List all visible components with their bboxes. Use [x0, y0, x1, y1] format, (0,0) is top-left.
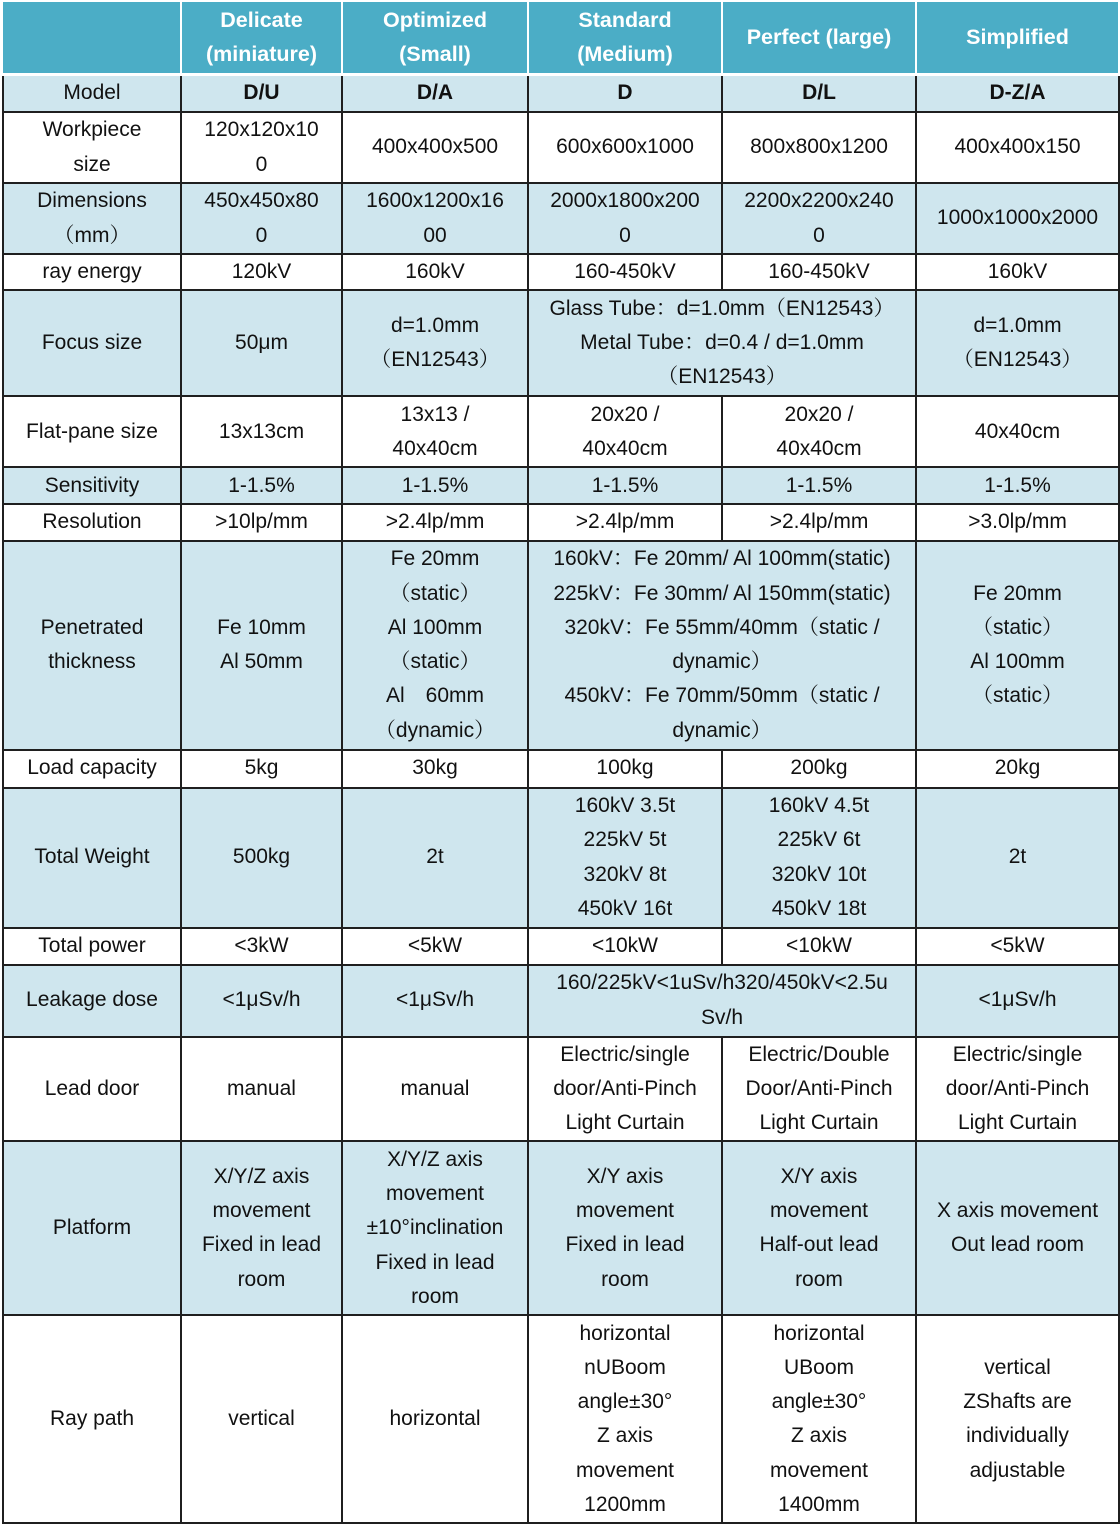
- cell-merged: 160/225kV<1uSv/h320/450kV<2.5u Sv/h: [528, 965, 916, 1037]
- cell: <5kW: [342, 928, 528, 965]
- cell: >2.4lp/mm: [342, 504, 528, 540]
- cell: 100kg: [528, 750, 722, 788]
- row-platform: [3, 1141, 1119, 1315]
- cell: 400x400x500: [342, 112, 528, 183]
- cell: <5kW: [916, 928, 1119, 965]
- cell: 160kV: [916, 254, 1119, 290]
- cell: <10kW: [722, 928, 916, 965]
- cell: 120x120x10 0: [181, 112, 342, 183]
- cell: horizontal nUBoom angle±30° Z axis movement 1200mm: [528, 1315, 722, 1523]
- row-ray-path: [3, 1315, 1119, 1523]
- cell: 1-1.5%: [722, 467, 916, 504]
- row-label: Leakage dose: [3, 965, 181, 1037]
- cell: X/Y axis movement Fixed in lead room: [528, 1141, 722, 1315]
- cell: <1μSv/h: [342, 965, 528, 1037]
- row-label: Ray path: [3, 1315, 181, 1523]
- cell: Electric/single door/Anti-Pinch Light Curtain: [916, 1037, 1119, 1142]
- row-lead-door: [3, 1037, 1119, 1142]
- row-load-capacity: [3, 750, 1119, 788]
- row-label: Platform: [3, 1141, 181, 1315]
- cell: D/U: [181, 74, 342, 112]
- row-label: Lead door: [3, 1037, 181, 1142]
- cell: <1μSv/h: [181, 965, 342, 1037]
- cell: D-Z/A: [916, 74, 1119, 112]
- cell: 13x13 / 40x40cm: [342, 396, 528, 467]
- cell: Electric/Double Door/Anti-Pinch Light Curtain: [722, 1037, 916, 1142]
- cell: 5kg: [181, 750, 342, 788]
- cell: D/L: [722, 74, 916, 112]
- cell: 1-1.5%: [528, 467, 722, 504]
- row-focus-size: [3, 290, 1119, 396]
- cell: X/Y axis movement Half-out lead room: [722, 1141, 916, 1315]
- cell: manual: [181, 1037, 342, 1142]
- header-simplified: Simplified: [916, 2, 1119, 74]
- cell: >2.4lp/mm: [528, 504, 722, 540]
- cell: manual: [342, 1037, 528, 1142]
- cell: vertical ZShafts are individually adjustable: [916, 1315, 1119, 1523]
- row-total-power: [3, 928, 1119, 965]
- row-penetrated-thickness: [3, 541, 1119, 750]
- row-label: Dimensions （mm）: [3, 183, 181, 254]
- cell: X axis movement Out lead room: [916, 1141, 1119, 1315]
- row-resolution: [3, 504, 1119, 540]
- row-label: Focus size: [3, 290, 181, 396]
- cell: 2200x2200x240 0: [722, 183, 916, 254]
- row-label: Flat-pane size: [3, 396, 181, 467]
- row-total-weight: [3, 788, 1119, 928]
- cell: >3.0lp/mm: [916, 504, 1119, 540]
- cell: >10lp/mm: [181, 504, 342, 540]
- cell: 2t: [916, 788, 1119, 928]
- cell: 500kg: [181, 788, 342, 928]
- cell: horizontal UBoom angle±30° Z axis movement 1400mm: [722, 1315, 916, 1523]
- row-label: Load capacity: [3, 750, 181, 788]
- cell: <3kW: [181, 928, 342, 965]
- cell: 2t: [342, 788, 528, 928]
- row-label: ray energy: [3, 254, 181, 290]
- cell: 1000x1000x2000: [916, 183, 1119, 254]
- row-label: Total Weight: [3, 788, 181, 928]
- row-flat-pane: [3, 396, 1119, 467]
- header-delicate: Delicate (miniature): [181, 2, 342, 74]
- cell: Fe 20mm （static） Al 100mm （static） Al 60mm （dynamic）: [342, 541, 528, 750]
- cell: 160kV 4.5t 225kV 6t 320kV 10t 450kV 18t: [722, 788, 916, 928]
- header-perfect: Perfect (large): [722, 2, 916, 74]
- row-label: Penetrated thickness: [3, 541, 181, 750]
- cell: d=1.0mm （EN12543）: [916, 290, 1119, 396]
- row-leakage-dose: [3, 965, 1119, 1037]
- cell: 1-1.5%: [181, 467, 342, 504]
- cell: X/Y/Z axis movement Fixed in lead room: [181, 1141, 342, 1315]
- cell: 13x13cm: [181, 396, 342, 467]
- row-label: Total power: [3, 928, 181, 965]
- cell: Electric/single door/Anti-Pinch Light Curtain: [528, 1037, 722, 1142]
- cell: 20x20 / 40x40cm: [528, 396, 722, 467]
- cell: d=1.0mm （EN12543）: [342, 290, 528, 396]
- row-label: Sensitivity: [3, 467, 181, 504]
- cell: 2000x1800x200 0: [528, 183, 722, 254]
- cell: <10kW: [528, 928, 722, 965]
- specification-table: [2, 2, 1120, 1524]
- cell: 160-450kV: [722, 254, 916, 290]
- cell: 160kV: [342, 254, 528, 290]
- cell: Fe 20mm （static） Al 100mm （static）: [916, 541, 1119, 750]
- cell: 50μm: [181, 290, 342, 396]
- cell: 600x600x1000: [528, 112, 722, 183]
- cell: >2.4lp/mm: [722, 504, 916, 540]
- cell: 160-450kV: [528, 254, 722, 290]
- cell: X/Y/Z axis movement ±10°inclination Fixed in lead room: [342, 1141, 528, 1315]
- cell: 200kg: [722, 750, 916, 788]
- row-label: Workpiece size: [3, 112, 181, 183]
- cell: 20x20 / 40x40cm: [722, 396, 916, 467]
- row-workpiece: [3, 112, 1119, 183]
- cell: Fe 10mm Al 50mm: [181, 541, 342, 750]
- row-ray-energy: [3, 254, 1119, 290]
- cell: D/A: [342, 74, 528, 112]
- row-label: Resolution: [3, 504, 181, 540]
- cell-merged: Glass Tube：d=1.0mm（EN12543） Metal Tube：d=0.4 / d=1.0mm （EN12543）: [528, 290, 916, 396]
- cell: D: [528, 74, 722, 112]
- header-optimized: Optimized (Small): [342, 2, 528, 74]
- row-label: Model: [3, 74, 181, 112]
- header-row: [3, 2, 1119, 74]
- cell: 30kg: [342, 750, 528, 788]
- cell: 1-1.5%: [342, 467, 528, 504]
- cell: 400x400x150: [916, 112, 1119, 183]
- cell: horizontal: [342, 1315, 528, 1523]
- row-sensitivity: [3, 467, 1119, 504]
- cell: 800x800x1200: [722, 112, 916, 183]
- cell: <1μSv/h: [916, 965, 1119, 1037]
- row-dimensions: [3, 183, 1119, 254]
- cell: vertical: [181, 1315, 342, 1523]
- cell: 450x450x80 0: [181, 183, 342, 254]
- header-corner: [3, 2, 181, 74]
- cell: 120kV: [181, 254, 342, 290]
- row-model: [3, 74, 1119, 112]
- cell: 40x40cm: [916, 396, 1119, 467]
- cell: 1600x1200x16 00: [342, 183, 528, 254]
- cell: 20kg: [916, 750, 1119, 788]
- header-standard: Standard (Medium): [528, 2, 722, 74]
- cell: 1-1.5%: [916, 467, 1119, 504]
- cell: 160kV 3.5t 225kV 5t 320kV 8t 450kV 16t: [528, 788, 722, 928]
- cell-merged: 160kV：Fe 20mm/ Al 100mm(static) 225kV：Fe 30mm/ Al 150mm(static) 320kV：Fe 55mm/40mm（static / dynamic） 450kV：Fe 70mm/50mm（static / dynamic）: [528, 541, 916, 750]
